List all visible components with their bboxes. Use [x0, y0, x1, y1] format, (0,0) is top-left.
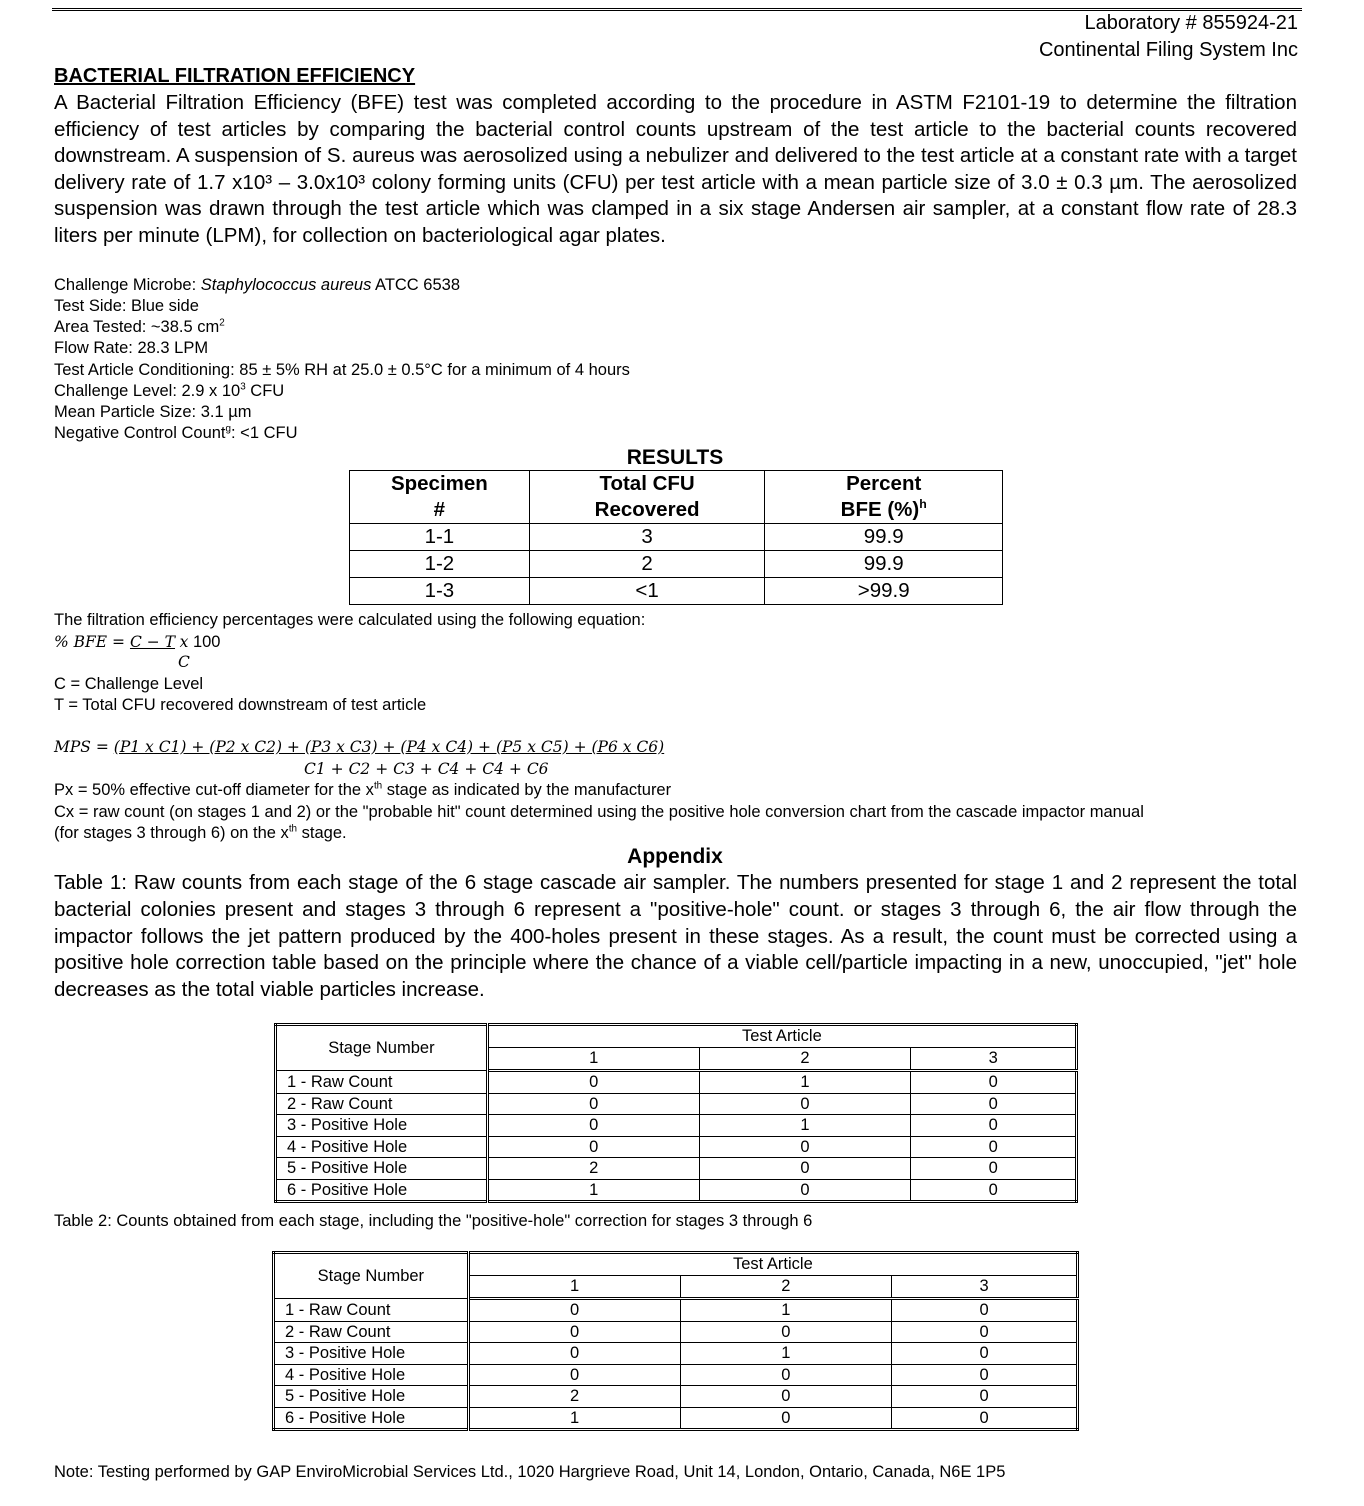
count-cell: 0	[911, 1071, 1077, 1094]
specimen-header: Specimen #	[350, 471, 530, 524]
count-cell: 0	[487, 1093, 699, 1115]
table-row	[276, 1136, 1077, 1158]
mps-denominator: C1 + C2 + C3 + C4 + C4 + C6	[304, 760, 549, 778]
count-cell: 0	[487, 1136, 699, 1158]
stage-label: 4 - Positive Hole	[274, 1364, 469, 1386]
def-t: T = Total CFU recovered downstream of test article	[54, 696, 427, 714]
article-column-header: 3	[911, 1048, 1077, 1071]
table-row	[350, 524, 1003, 551]
article-column-header: 1	[487, 1048, 699, 1071]
cfu-header: Total CFU Recovered	[529, 471, 765, 524]
count-cell: 0	[468, 1343, 680, 1365]
count-cell: 1	[468, 1407, 680, 1430]
table2-caption: Table 2: Counts obtained from each stage, including the "positive-hole" correction for stages 3 through 6	[54, 1212, 813, 1230]
count-cell: 0	[680, 1407, 892, 1430]
results-header-row	[350, 471, 1003, 524]
def-c: C = Challenge Level	[54, 675, 204, 693]
section-title: BACTERIAL FILTRATION EFFICIENCY	[54, 65, 416, 87]
cfu-cell: 2	[529, 551, 765, 578]
bfe-denominator: C	[178, 653, 190, 671]
cx-definition-cont: (for stages 3 through 6) on the $x^{th}$ stage.	[54, 823, 347, 842]
stage-label: 5 - Positive Hole	[274, 1386, 469, 1408]
bfe-equation: % BFE = C − T x 100	[54, 633, 221, 651]
stage-label: 6 - Positive Hole	[274, 1407, 469, 1430]
px-definition: Px = 50% effective cut-off diameter for the $x^{th}$ stage as indicated by the manufacturer	[54, 780, 672, 799]
results-table	[349, 470, 1003, 605]
count-cell: 2	[487, 1158, 699, 1180]
bfe-cell: >99.9	[765, 578, 1003, 605]
challenge-microbe: Challenge Microbe: Staphylococcus aureus ATCC 6538	[54, 276, 461, 294]
stage-number-header: Stage Number	[276, 1025, 488, 1071]
appendix-paragraph: Table 1: Raw counts from each stage of the 6 stage cascade air sampler. The numbers presented for stage 1 and 2 represent the total bacterial colonies present and stages 3 through 6 represent a "positive-hole" count. or stages 3 through 6, the air flow through the impactor follows the jet pattern produced by the 400-holes present in these stages. As a result, the count must be corrected using a positive hole correction table based on the principle where the chance of a viable cell/particle impacting in a new, unoccupied, "jet" hole decreases as the total viable particles increase.	[54, 871, 1297, 1002]
count-cell: 0	[699, 1179, 911, 1202]
lab-number: Laboratory # 855924-21	[1084, 12, 1298, 34]
article-column-header: 2	[699, 1048, 911, 1071]
area-tested: Area Tested: ~38.5 $cm^2$	[54, 317, 225, 336]
table-row	[276, 1179, 1077, 1202]
count-cell: 0	[911, 1093, 1077, 1115]
count-cell: 1	[680, 1299, 892, 1322]
count-cell: 0	[911, 1158, 1077, 1180]
count-cell: 0	[680, 1364, 892, 1386]
article-column-header: 3	[892, 1276, 1078, 1299]
table-row	[350, 578, 1003, 605]
cfu-cell: 3	[529, 524, 765, 551]
count-cell: 0	[487, 1071, 699, 1094]
count-cell: 0	[680, 1321, 892, 1343]
stage-header-row	[276, 1025, 1077, 1048]
count-cell: 0	[468, 1299, 680, 1322]
table-row	[350, 551, 1003, 578]
count-cell: 0	[892, 1321, 1078, 1343]
table-row	[274, 1407, 1078, 1430]
table-row	[274, 1321, 1078, 1343]
count-cell: 0	[892, 1364, 1078, 1386]
stage-label: 3 - Positive Hole	[276, 1115, 488, 1137]
stage-label: 2 - Raw Count	[274, 1321, 469, 1343]
table-row	[276, 1071, 1077, 1094]
stage-header-row	[274, 1253, 1078, 1276]
count-cell: 0	[911, 1136, 1077, 1158]
test-article-header: Test Article	[487, 1025, 1076, 1048]
stage-label: 1 - Raw Count	[274, 1299, 469, 1322]
count-cell: 0	[892, 1386, 1078, 1408]
bfe-cell: 99.9	[765, 524, 1003, 551]
stage-table-1	[274, 1023, 1078, 1203]
bfe-cell: 99.9	[765, 551, 1003, 578]
stage-label: 3 - Positive Hole	[274, 1343, 469, 1365]
count-cell: 1	[699, 1115, 911, 1137]
intro-paragraph: A Bacterial Filtration Efficiency (BFE) test was completed according to the procedure in ASTM F2101-19 to determine the filtration efficiency of test articles by comparing the bacterial control counts upstream of the test article to the bacterial counts recovered downstream. A suspension of S. aureus was aerosolized using a nebulizer and delivered to the test article at a constant rate with a target delivery rate of 1.7 x10³ – 3.0x10³ colony forming units (CFU) per test article with a mean particle size of 3.0 ± 0.3 µm. The aerosolized suspension was drawn through the test article which was clamped in a six stage Andersen air sampler, at a constant flow rate of 28.3 liters per minute (LPM), for collection on bacteriological agar plates.	[54, 91, 1297, 247]
challenge-level: Challenge Level: 2.9 x $10^3$ CFU	[54, 381, 285, 400]
article-column-header: 1	[468, 1276, 680, 1299]
count-cell: 0	[680, 1386, 892, 1408]
table-row	[276, 1158, 1077, 1180]
specimen-cell: 1-2	[350, 551, 530, 578]
count-cell: 0	[468, 1321, 680, 1343]
count-cell: 1	[487, 1179, 699, 1202]
specimen-cell: 1-3	[350, 578, 530, 605]
results-title: RESULTS	[626, 446, 724, 469]
stage-number-header: Stage Number	[274, 1253, 469, 1299]
table-row	[274, 1299, 1078, 1322]
count-cell: 0	[699, 1158, 911, 1180]
article-column-header: 2	[680, 1276, 892, 1299]
stage-label: 5 - Positive Hole	[276, 1158, 488, 1180]
count-cell: 0	[892, 1299, 1078, 1322]
count-cell: 0	[487, 1115, 699, 1137]
table-row	[274, 1343, 1078, 1365]
count-cell: 0	[699, 1093, 911, 1115]
count-cell: 0	[699, 1136, 911, 1158]
table-row	[274, 1364, 1078, 1386]
table-row	[274, 1386, 1078, 1408]
stage-label: 6 - Positive Hole	[276, 1179, 488, 1202]
count-cell: 1	[680, 1343, 892, 1365]
test-side: Test Side: Blue side	[54, 297, 199, 315]
table-row	[276, 1115, 1077, 1137]
count-cell: 0	[468, 1364, 680, 1386]
count-cell: 0	[892, 1343, 1078, 1365]
flow-rate: Flow Rate: 28.3 LPM	[54, 339, 209, 357]
mean-particle-size: Mean Particle Size: 3.1 µm	[54, 403, 252, 421]
count-cell: 0	[911, 1179, 1077, 1202]
stage-label: 1 - Raw Count	[276, 1071, 488, 1094]
cx-definition: Cx = raw count (on stages 1 and 2) or the "probable hit" count determined using the positive hole conversion chart from the cascade impactor manual	[54, 803, 1144, 821]
equation-intro: The filtration efficiency percentages were calculated using the following equation:	[54, 611, 646, 629]
table-row	[276, 1093, 1077, 1115]
stage-table-2	[272, 1251, 1079, 1431]
bfe-header: Percent BFE (%)$^h$	[765, 471, 1003, 524]
count-cell: 0	[911, 1115, 1077, 1137]
appendix-title: Appendix	[627, 845, 723, 868]
specimen-cell: 1-1	[350, 524, 530, 551]
cfu-cell: <1	[529, 578, 765, 605]
footer-note: Note: Testing performed by GAP EnviroMicrobial Services Ltd., 1020 Hargrieve Road, Unit 14, London, Ontario, Canada, N6E 1P5	[54, 1463, 1006, 1481]
stage-label: 4 - Positive Hole	[276, 1136, 488, 1158]
count-cell: 1	[699, 1071, 911, 1094]
test-article-header: Test Article	[468, 1253, 1077, 1276]
mps-equation: MPS = (P1 x C1) + (P2 x C2) + (P3 x C3) + (P4 x C4) + (P5 x C5) + (P6 x C6)	[54, 738, 665, 756]
count-cell: 2	[468, 1386, 680, 1408]
negative-control: Negative Control Count$^g$: <1 CFU	[54, 423, 298, 442]
count-cell: 0	[892, 1407, 1078, 1430]
stage-label: 2 - Raw Count	[276, 1093, 488, 1115]
conditioning: Test Article Conditioning: 85 ± 5% RH at 25.0 ± 0.5°C for a minimum of 4 hours	[54, 361, 630, 379]
company-name: Continental Filing System Inc	[1038, 39, 1298, 61]
